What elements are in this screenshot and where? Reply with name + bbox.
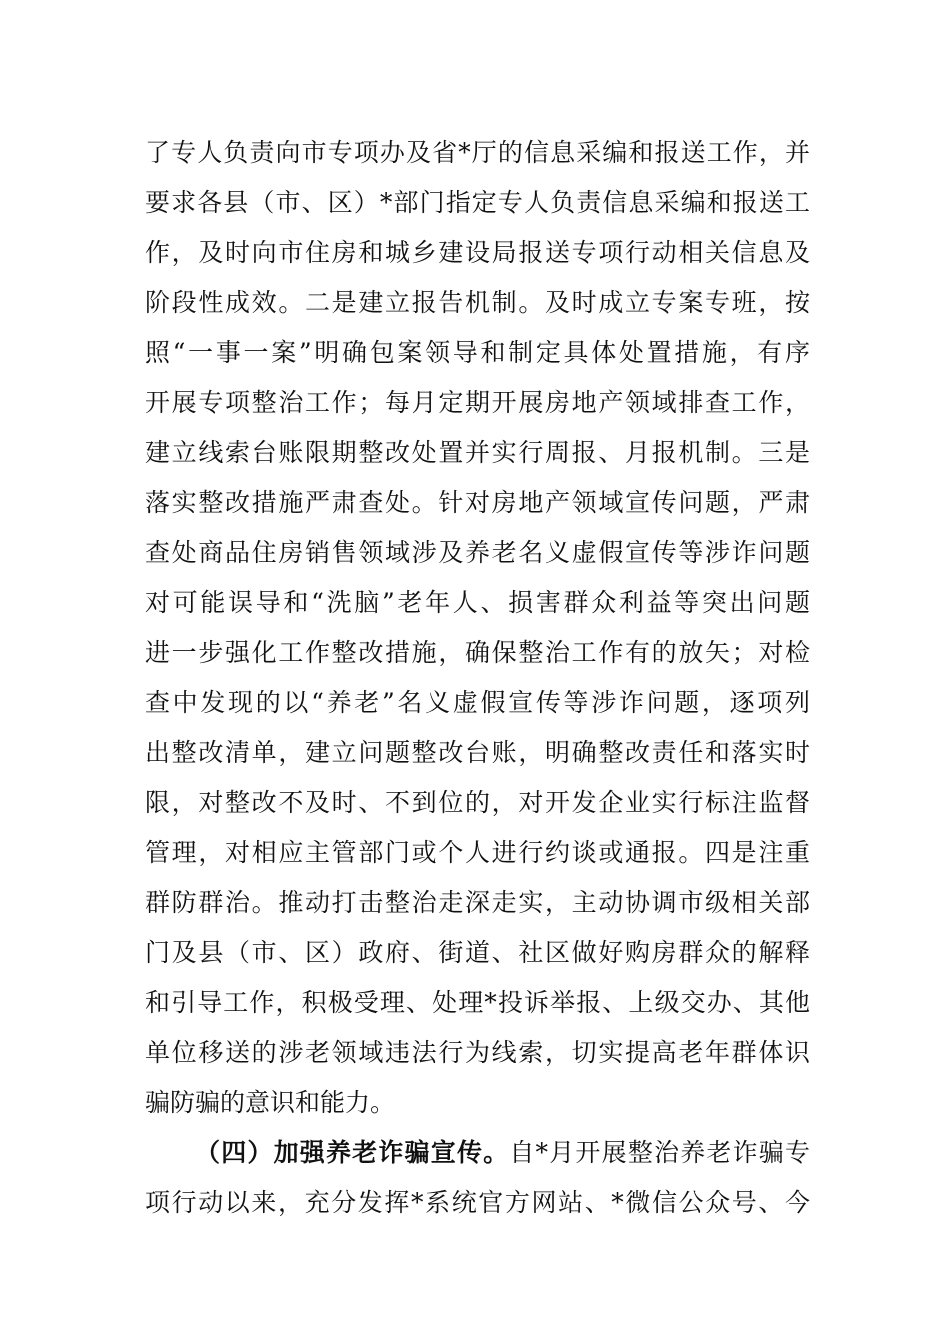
- text-line: 进一步强化工作整改措施，确保整治工作有的放矢；对检: [145, 638, 810, 667]
- section-heading: （四）加强养老诈骗宣传。: [195, 1138, 510, 1167]
- text-line: 项行动以来，充分发挥*系统官方网站、*微信公众号、今: [145, 1188, 810, 1217]
- text-line: 单位移送的涉老领域违法行为线索，切实提高老年群体识: [145, 1038, 810, 1067]
- text-line: 限，对整改不及时、不到位的，对开发企业实行标注监督: [145, 788, 810, 817]
- section-heading-line: [145, 1128, 810, 1178]
- text-line: 管理，对相应主管部门或个人进行约谈或通报。四是注重: [145, 838, 810, 867]
- text-line: 了专人负责向市专项办及省*厅的信息采编和报送工作，并: [145, 138, 810, 167]
- paragraph-end-line: 骗防骗的意识和能力。: [145, 1088, 396, 1117]
- section-heading-continuation: 自*月开展整治养老诈骗专: [509, 1138, 810, 1167]
- text-line: 落实整改措施严肃查处。针对房地产领域宣传问题，严肃: [145, 488, 810, 517]
- text-line: 开展专项整治工作；每月定期开展房地产领域排查工作，: [145, 388, 810, 417]
- document-body: [145, 128, 810, 1228]
- text-line: 照“一事一案”明确包案领导和制定具体处置措施，有序: [145, 338, 810, 367]
- text-line: 出整改清单，建立问题整改台账，明确整改责任和落实时: [145, 738, 810, 767]
- text-line: 对可能误导和“洗脑”老年人、损害群众利益等突出问题: [145, 588, 810, 617]
- text-line: 建立线索台账限期整改处置并实行周报、月报机制。三是: [145, 438, 810, 467]
- text-line: 作，及时向市住房和城乡建设局报送专项行动相关信息及: [145, 238, 810, 267]
- text-line: 门及县（市、区）政府、街道、社区做好购房群众的解释: [145, 938, 810, 967]
- text-line: 查处商品住房销售领域涉及养老名义虚假宣传等涉诈问题: [145, 538, 810, 567]
- text-line: 要求各县（市、区）*部门指定专人负责信息采编和报送工: [145, 188, 810, 217]
- text-line: 阶段性成效。二是建立报告机制。及时成立专案专班，按: [145, 288, 810, 317]
- text-line: 查中发现的以“养老”名义虚假宣传等涉诈问题，逐项列: [145, 688, 810, 717]
- text-line: 群防群治。推动打击整治走深走实，主动协调市级相关部: [145, 888, 810, 917]
- text-line: 和引导工作，积极受理、处理*投诉举报、上级交办、其他: [145, 988, 810, 1017]
